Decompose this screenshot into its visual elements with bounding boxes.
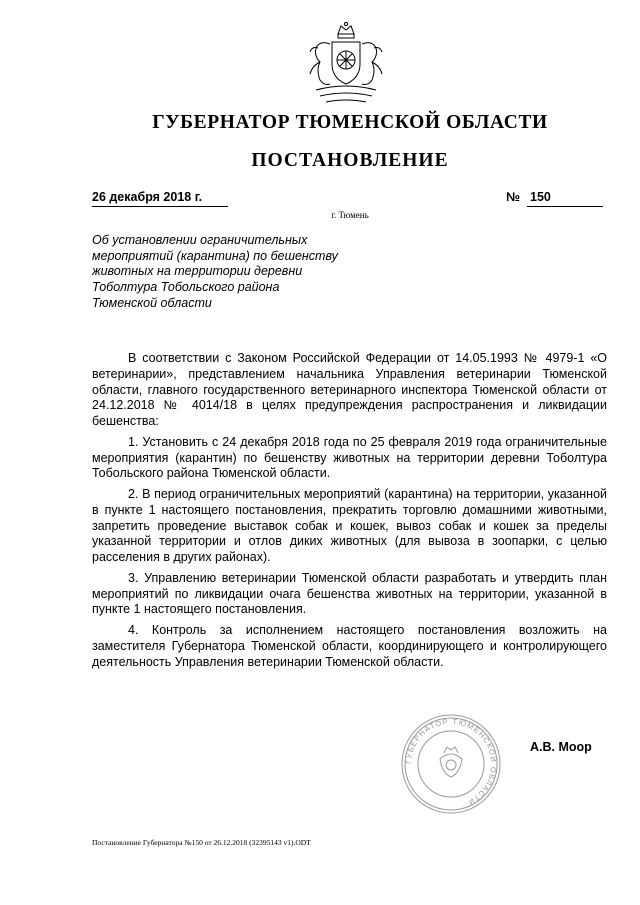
document-body xyxy=(92,351,607,675)
subject-line: Тоболтура Тобольского района xyxy=(92,280,280,295)
item-4-paragraph: 4. Контроль за исполнением настоящего постановления возложить на заместителя Губернатора Тюменской области, координирующего и контролирующего деятельность Управления ветеринарии Тюменской области. xyxy=(92,623,607,669)
city: г. Тюмень xyxy=(331,210,369,220)
seal-text: ГУБЕРНАТОР ТЮМЕНСКОЙ ОБЛАСТИ xyxy=(403,716,499,808)
item-3-paragraph: 3. Управлению ветеринарии Тюменской области разработать и утвердить план мероприятий по ликвидации очага бешенства животных на территории, указанной в пункте 1 настоящего постановления. xyxy=(92,570,607,617)
signer-name: А.В. Моор xyxy=(530,740,592,754)
subject-line: Тюменской области xyxy=(92,295,212,310)
document-number: 150 xyxy=(527,190,603,207)
document-type-title: ПОСТАНОВЛЕНИЕ xyxy=(251,150,449,171)
coat-of-arms-icon xyxy=(298,20,394,112)
number-label: № xyxy=(506,190,520,204)
subject-line: животных на территории деревни xyxy=(92,264,303,279)
item-2-paragraph: 2. В период ограничительных мероприятий (карантина) на территории, указанной в пункте 1 настоящего постановления, прекратить торговлю домашними животными, запретить проведение выставок собак и кошек, вывоз собак и кошек за пределы указанной территории и отлов диких животных (для вывоза в зоопарки, с целью расселения в других районах). xyxy=(92,487,607,564)
item-1-paragraph: 1. Установить с 24 декабря 2018 года по 25 февраля 2019 года ограничительные мероприятия (карантин) по бешенству животных на территории деревни Тоболтура Тобольского района Тюменской области. xyxy=(92,434,607,481)
document-subject xyxy=(92,233,392,312)
subject-line: Об установлении ограничительных xyxy=(92,233,308,247)
authority-title: ГУБЕРНАТОР ТЮМЕНСКОЙ ОБЛАСТИ xyxy=(152,112,548,133)
official-seal-stamp xyxy=(400,713,502,815)
preamble-paragraph: В соответствии с Законом Российской Федерации от 14.05.1993 № 4979-1 «О ветеринарии», представлением начальника Управления ветеринарии Тюменской области, главного государственного ветеринарного инспектора Тюменской области от 24.12.2018 № 4014/18 в целях предупреждения распространения и ликвидации бешенства: xyxy=(92,351,607,428)
subject-line: мероприятий (карантина) по бешенству xyxy=(92,248,338,263)
document-date: 26 декабря 2018 г. xyxy=(92,190,228,207)
footer-file-reference: Постановление Губернатора №150 от 26.12.2018 (32395143 v1).ODT xyxy=(92,838,311,847)
